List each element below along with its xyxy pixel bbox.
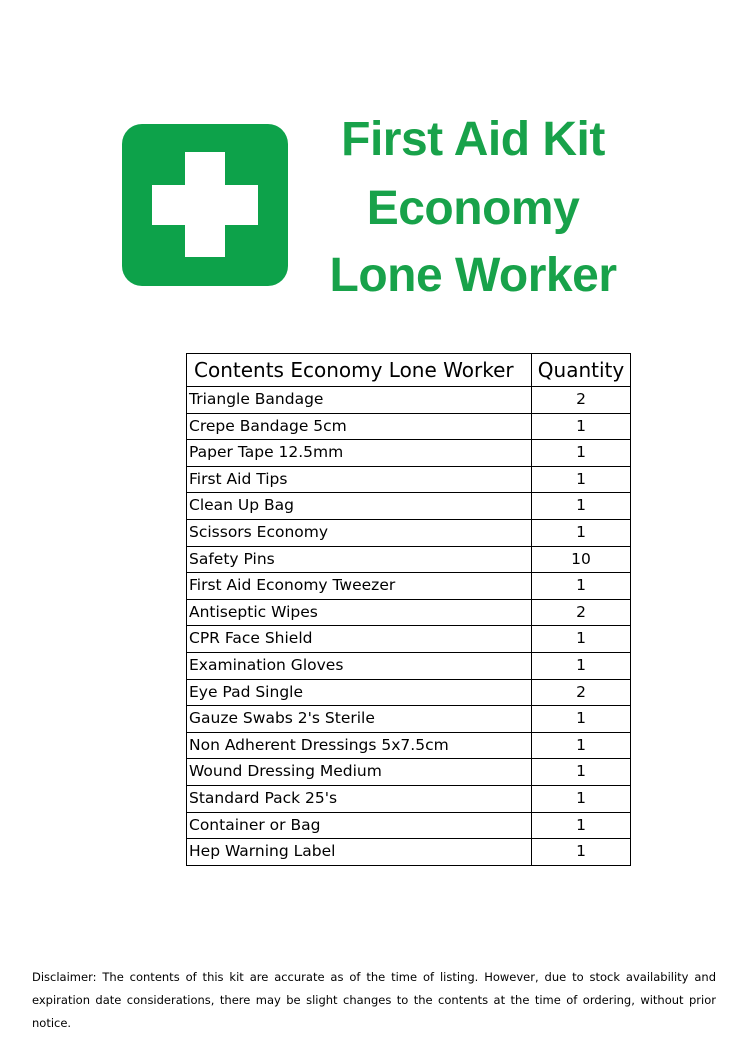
item-quantity: 1 xyxy=(532,785,631,812)
table-row xyxy=(187,706,631,733)
item-name: Paper Tape 12.5mm xyxy=(187,440,532,467)
table-row xyxy=(187,573,631,600)
item-quantity: 1 xyxy=(532,759,631,786)
item-name: Container or Bag xyxy=(187,812,532,839)
item-quantity: 1 xyxy=(532,466,631,493)
item-column-header: Contents Economy Lone Worker xyxy=(187,354,532,387)
item-name: First Aid Economy Tweezer xyxy=(187,573,532,600)
table-header-row xyxy=(187,354,631,387)
item-name: Wound Dressing Medium xyxy=(187,759,532,786)
contents-table xyxy=(186,353,631,866)
title-line-3: Lone Worker xyxy=(329,249,617,302)
item-name: Antiseptic Wipes xyxy=(187,599,532,626)
quantity-column-header: Quantity xyxy=(532,354,631,387)
table-row xyxy=(187,785,631,812)
item-name: Triangle Bandage xyxy=(187,387,532,414)
item-quantity: 1 xyxy=(532,493,631,520)
item-quantity: 2 xyxy=(532,679,631,706)
item-name: Scissors Economy xyxy=(187,519,532,546)
cross-horizontal-bar xyxy=(152,185,258,225)
item-quantity: 1 xyxy=(532,413,631,440)
table-row xyxy=(187,679,631,706)
item-name: Standard Pack 25's xyxy=(187,785,532,812)
item-name: Hep Warning Label xyxy=(187,839,532,866)
item-name: Gauze Swabs 2's Sterile xyxy=(187,706,532,733)
table-row xyxy=(187,732,631,759)
table-row xyxy=(187,652,631,679)
item-name: Examination Gloves xyxy=(187,652,532,679)
item-name: Safety Pins xyxy=(187,546,532,573)
item-name: Crepe Bandage 5cm xyxy=(187,413,532,440)
title-line-1: First Aid Kit xyxy=(341,113,605,166)
item-quantity: 1 xyxy=(532,626,631,653)
table-row xyxy=(187,493,631,520)
table-row xyxy=(187,626,631,653)
item-name: Clean Up Bag xyxy=(187,493,532,520)
table-row xyxy=(187,812,631,839)
item-quantity: 1 xyxy=(532,652,631,679)
table-row xyxy=(187,466,631,493)
item-name: First Aid Tips xyxy=(187,466,532,493)
table-row xyxy=(187,546,631,573)
item-quantity: 2 xyxy=(532,387,631,414)
table-row xyxy=(187,387,631,414)
table-row xyxy=(187,599,631,626)
item-name: CPR Face Shield xyxy=(187,626,532,653)
table-row xyxy=(187,413,631,440)
item-quantity: 1 xyxy=(532,732,631,759)
disclaimer-text: Disclaimer: The contents of this kit are accurate as of the time of listing. However, due to stock availability and expiration date considerations, there may be slight changes to the contents at the time of ordering, without prior notice. xyxy=(32,970,716,1030)
item-quantity: 1 xyxy=(532,839,631,866)
item-quantity: 1 xyxy=(532,706,631,733)
table-row xyxy=(187,440,631,467)
item-quantity: 10 xyxy=(532,546,631,573)
table-row xyxy=(187,519,631,546)
item-quantity: 2 xyxy=(532,599,631,626)
table-row xyxy=(187,759,631,786)
item-quantity: 1 xyxy=(532,519,631,546)
item-quantity: 1 xyxy=(532,812,631,839)
first-aid-cross-icon xyxy=(122,124,288,286)
table-row xyxy=(187,839,631,866)
item-name: Eye Pad Single xyxy=(187,679,532,706)
item-quantity: 1 xyxy=(532,573,631,600)
title-line-2: Economy xyxy=(366,182,580,235)
item-quantity: 1 xyxy=(532,440,631,467)
item-name: Non Adherent Dressings 5x7.5cm xyxy=(187,732,532,759)
